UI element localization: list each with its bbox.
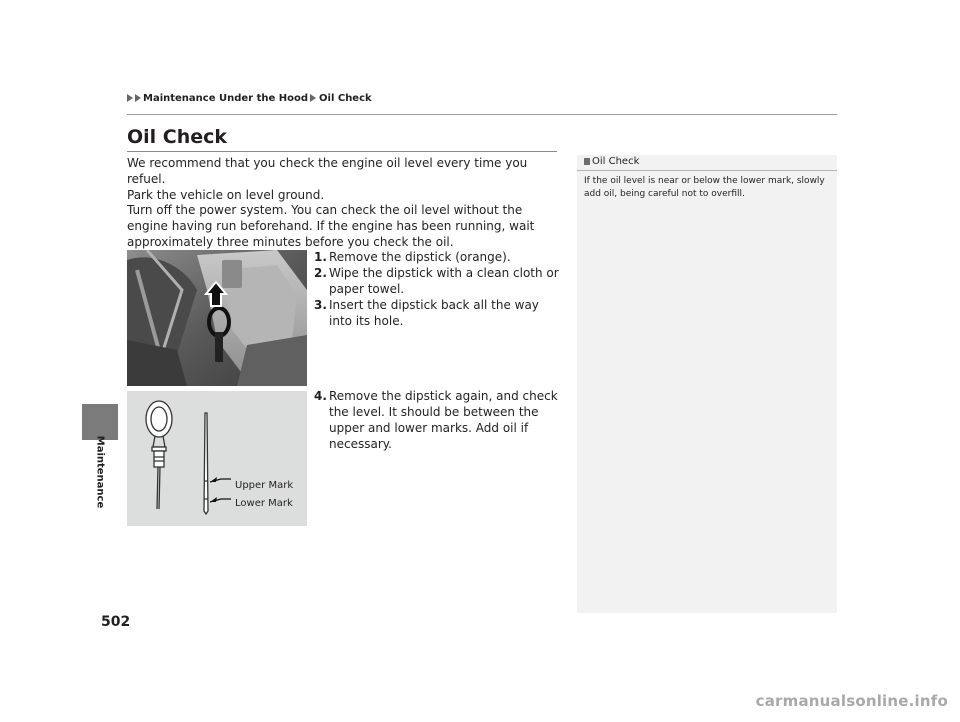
dipstick-blade-icon: [204, 413, 208, 514]
step-item: [314, 249, 559, 265]
steps-list-continued: [314, 388, 559, 452]
section-title: Oil Check: [127, 126, 228, 148]
title-rule: [127, 151, 557, 152]
step-item: [314, 265, 559, 297]
breadcrumb-arrow-icon: [127, 94, 133, 102]
steps-list: [314, 249, 559, 329]
upper-mark-label: Upper Mark: [235, 480, 294, 491]
intro-line: Park the vehicle on level ground.: [127, 188, 325, 202]
dipstick-icon: [146, 401, 172, 509]
intro-line: We recommend that you check the engine oil level every time you refuel.: [127, 156, 528, 186]
intro-paragraph: [127, 155, 567, 203]
step-number: 3.: [314, 298, 327, 312]
step-text: Insert the dipstick back all the way into its hole.: [329, 298, 539, 328]
page-number: 502: [101, 614, 131, 630]
step-text: Remove the dipstick again, and check the level. It should be between the upper and lower marks. Add oil if necessary.: [329, 389, 558, 451]
watermark: carmanualsonline.info: [755, 692, 948, 710]
header-rule: [127, 114, 837, 115]
step-text: Wipe the dipstick with a clean cloth or paper towel.: [329, 266, 559, 296]
note-rule: [577, 170, 837, 171]
breadcrumb-item-current: Oil Check: [319, 93, 372, 104]
step-item: [314, 297, 559, 329]
breadcrumb-item-parent[interactable]: Maintenance Under the Hood: [143, 93, 309, 104]
intro-paragraph-2: Turn off the power system. You can check the oil level without the engine having run beforehand. If the engine has been running, wait approximately three minutes before you check the oil.: [127, 203, 535, 249]
lower-mark-arrow-icon: [210, 497, 217, 502]
step-item: [314, 388, 559, 452]
chapter-label: Maintenance: [94, 435, 106, 509]
breadcrumb: [127, 93, 372, 104]
breadcrumb-arrow-icon: [135, 94, 141, 102]
note-text: If the oil level is near or below the lower mark, slowly add oil, being careful not to overfill.: [584, 176, 825, 199]
step-number: 4.: [314, 389, 327, 403]
dipstick-diagram: [127, 391, 307, 526]
reference-icon: [584, 158, 590, 165]
note-heading: [584, 156, 639, 167]
chapter-tab: [82, 404, 118, 440]
note-panel: [577, 155, 837, 613]
step-number: 1.: [314, 250, 327, 264]
note-heading-text: Oil Check: [592, 156, 640, 167]
lower-mark-label: Lower Mark: [235, 498, 293, 509]
upper-mark-arrow-icon: [210, 477, 217, 482]
engine-photo: [127, 250, 307, 386]
breadcrumb-arrow-icon: [310, 94, 316, 102]
step-number: 2.: [314, 266, 327, 280]
step-text: Remove the dipstick (orange).: [329, 250, 511, 264]
